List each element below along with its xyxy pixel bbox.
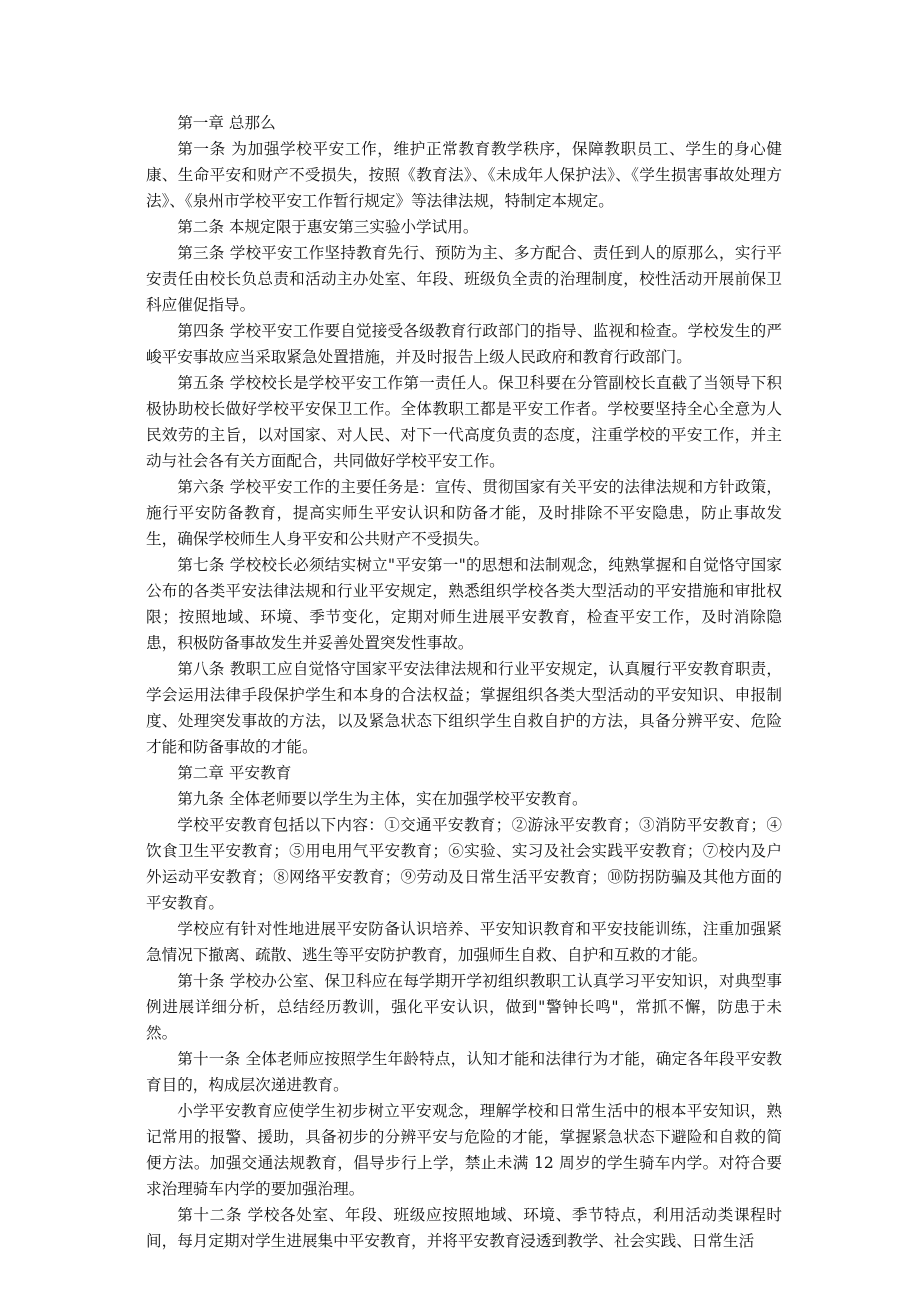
article-paragraph: 小学平安教育应使学生初步树立平安观念，理解学校和日常生活中的根本平安知识，熟记常用的报警、援助，具备初步的分辨平安与危险的才能，掌握紧急状态下避险和自救的简便方法。加强交通法规教育，倡导步行上学，禁止未满 12 周岁的学生骑车内学。对符合要求治理骑车内学的要加强治理。: [146, 1102, 782, 1198]
article-paragraph: 第四条 学校平安工作要自觉接受各级教育行政部门的指导、监视和检查。学校发生的严峻平安事故应当采取紧急处置措施，并及时报告上级人民政府和教育行政部门。: [146, 322, 782, 366]
chapter-heading: 第一章 总那么: [177, 114, 276, 132]
article-paragraph: 第二条 本规定限于惠安第三实验小学试用。: [177, 218, 479, 236]
article-paragraph: 第十条 学校办公室、保卫科应在每学期开学初组织教职工认真学习平安知识，对典型事例进展详细分析，总结经历教训，强化平安认识，做到"警钟长鸣"，常抓不懈，防患于未然。: [146, 972, 782, 1042]
article-paragraph: 第三条 学校平安工作坚持教育先行、预防为主、多方配合、责任到人的原那么，实行平安责任由校长负总责和活动主办处室、年段、班级负全责的治理制度，校性活动开展前保卫科应催促指导。: [146, 244, 782, 314]
article-paragraph: 第九条 全体老师要以学生为主体，实在加强学校平安教育。: [177, 790, 588, 808]
chapter-heading: 第二章 平安教育: [177, 764, 292, 782]
article-paragraph: 第八条 教职工应自觉恪守国家平安法律法规和行业平安规定，认真履行平安教育职责，学会运用法律手段保护学生和本身的合法权益；掌握组织各类大型活动的平安知识、申报制度、处理突发事故的方法，以及紧急状态下组织学生自救自护的方法，具备分辨平安、危险才能和防备事故的才能。: [146, 660, 782, 756]
document-body: [146, 110, 782, 1254]
article-paragraph: 第六条 学校平安工作的主要任务是：宣传、贯彻国家有关平安的法律法规和方针政策，施行平安防备教育，提高实师生平安认识和防备才能，及时排除不平安隐患，防止事故发生，确保学校师生人身平安和公共财产不受损失。: [146, 478, 782, 548]
article-paragraph: 第十一条 全体老师应按照学生年龄特点，认知才能和法律行为才能，确定各年段平安教育目的，构成层次递进教育。: [146, 1050, 782, 1094]
article-paragraph: 第五条 学校校长是学校平安工作第一责任人。保卫科要在分管副校长直截了当领导下积极协助校长做好学校平安保卫工作。全体教职工都是平安工作者。学校要坚持全心全意为人民效劳的主旨，以对国家、对人民、对下一代高度负责的态度，注重学校的平安工作，并主动与社会各有关方面配合，共同做好学校平安工作。: [146, 374, 782, 470]
article-paragraph: 第十二条 学校各处室、年段、班级应按照地域、环境、季节特点，利用活动类课程时间，每月定期对学生进展集中平安教育，并将平安教育浸透到教学、社会实践、日常生活: [146, 1206, 782, 1250]
article-paragraph: 学校应有针对性地进展平安防备认识培养、平安知识教育和平安技能训练，注重加强紧急情况下撤离、疏散、逃生等平安防护教育，加强师生自救、自护和互救的才能。: [146, 920, 782, 964]
article-paragraph: 学校平安教育包括以下内容：①交通平安教育；②游泳平安教育；③消防平安教育；④饮食卫生平安教育；⑤用电用气平安教育；⑥实验、实习及社会实践平安教育；⑦校内及户外运动平安教育；⑧网络平安教育；⑨劳动及日常生活平安教育；⑩防拐防骗及其他方面的平安教育。: [146, 816, 782, 912]
article-paragraph: 第一条 为加强学校平安工作，维护正常教育教学秩序，保障教职员工、学生的身心健康、生命平安和财产不受损失，按照《教育法》、《未成年人保护法》、《学生损害事故处理方法》、《泉州市学校平安工作暂行规定》等法律法规，特制定本规定。: [146, 140, 782, 210]
article-paragraph: 第七条 学校校长必须结实树立"平安第一"的思想和法制观念，纯熟掌握和自觉恪守国家公布的各类平安法律法规和行业平安规定，熟悉组织学校各类大型活动的平安措施和审批权限；按照地域、环境、季节变化，定期对师生进展平安教育，检查平安工作，及时消除隐患，积极防备事故发生并妥善处置突发性事故。: [146, 556, 782, 652]
